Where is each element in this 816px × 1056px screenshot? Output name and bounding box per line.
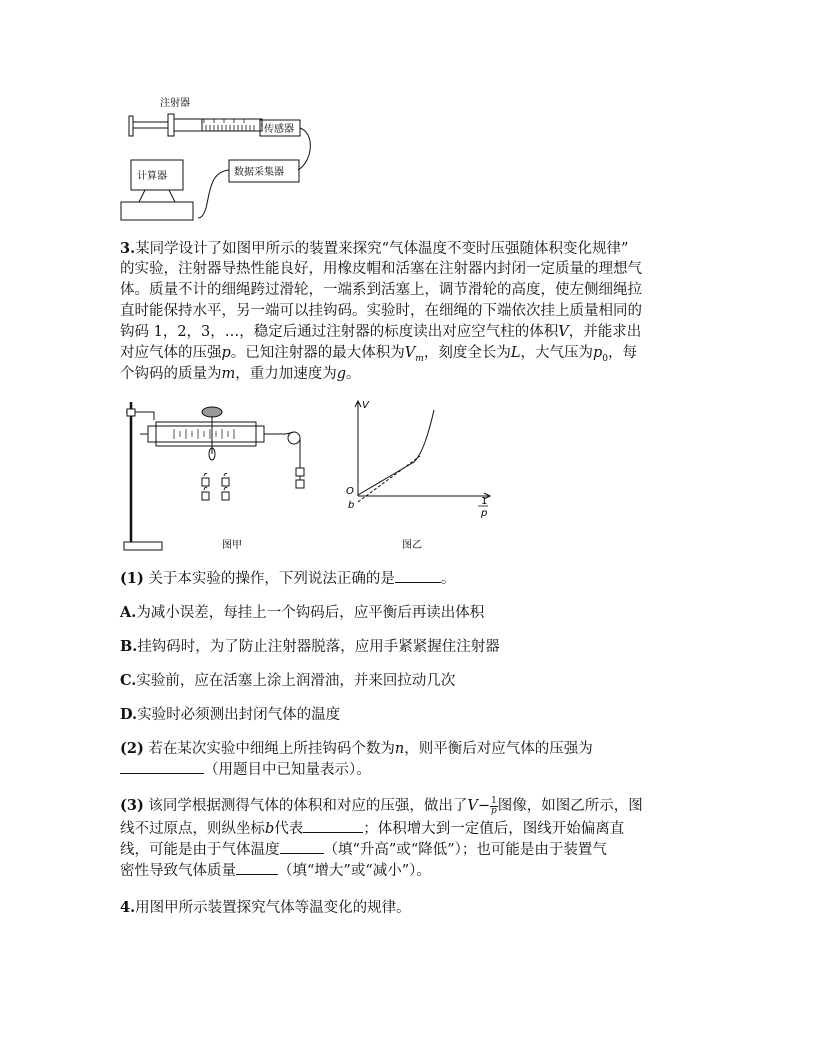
answer-blank-5[interactable]: [236, 860, 278, 875]
q3-stem-line-3: 体。质量不计的细绳跨过滑轮，一端系到活塞上，调节滑轮的高度，使左侧细绳拉: [120, 282, 642, 298]
q3-number: 3.: [120, 240, 136, 257]
graph-x-axis-den: p: [481, 508, 488, 519]
q3-stem-line-4: 直时能保持水平，另一端可以挂钩码。实验时，在细绳的下端依次挂上质量相同的: [120, 303, 642, 319]
graph-intercept-label: b: [348, 500, 355, 511]
collector-label: 数据采集器: [234, 167, 284, 178]
q3-stem-line-6: 对应气体的压强p。已知注射器的最大体积为$V_m$，刻度全长为L，大气压为$p_0$，每: [120, 345, 637, 364]
option-a: A.为减小误差，每挂上一个钩码后，应平衡后再读出体积: [120, 604, 485, 621]
option-b: B.挂钩码时，为了防止注射器脱落，应用手紧紧握住注射器: [120, 638, 500, 655]
answer-blank-3[interactable]: [303, 818, 363, 833]
computer-label: 计算器: [137, 171, 167, 182]
graph-x-axis-num: 1: [481, 496, 488, 507]
q3-part3-line-3: 线，可能是由于气体温度 （填“升高”或“降低”）；也可能是由于装置气: [120, 839, 700, 861]
v-inverse-p-graph-yi: [330, 396, 500, 556]
syringe-label: 注射器: [160, 98, 190, 109]
q3-stem-line-1: 3.某同学设计了如图甲所示的装置来探究“气体温度不变时压强随体积变化规律”: [120, 240, 629, 257]
q4-stem: 4.用图甲所示装置探究气体等温变化的规律。: [120, 899, 411, 916]
answer-blank-4[interactable]: [280, 839, 324, 854]
graph-origin-label: O: [346, 486, 354, 497]
q3-part3-line-2: 线不过原点，则纵坐标b代表 ；体积增大到一定值后，图线开始偏离直: [120, 818, 700, 840]
apparatus-diagram-jia: [118, 396, 318, 556]
q3-stem-line-7: 个钩码的质量为m，重力加速度为g。: [120, 366, 361, 382]
q3-part2-line-1: (2) 若在某次实验中细绳上所挂钩码个数为n，则平衡后对应气体的压强为: [120, 740, 593, 757]
option-c: C.实验前，应在活塞上涂上润滑油，并来回拉动几次: [120, 672, 456, 689]
q3-part3-line-4: 密性导致气体质量 （填“增大”或“减小”）。: [120, 860, 700, 882]
fig-yi-label: 图乙: [402, 540, 422, 551]
sensor-label: 传感器: [264, 124, 294, 135]
q3-stem-line-2: 的实验，注射器导热性能良好，用橡皮帽和活塞在注射器内封闭一定质量的理想气: [120, 261, 642, 277]
setup-diagram-sensor: [118, 92, 318, 224]
fig-jia-label: 图甲: [222, 540, 242, 551]
q3-part3-line-1: (3) 该同学根据测得气体的体积和对应的压强，做出了V− $\frac{1}{p}$ 图像，如图乙所示，图: [120, 795, 643, 816]
q3-stem-line-5: 钩码 1，2，3，…，稳定后通过注射器的标度读出对应空气柱的体积V，并能求出: [120, 324, 642, 340]
q3-part2-line-2: （用题目中已知量表示）。: [120, 759, 700, 781]
answer-blank-1[interactable]: [395, 568, 441, 583]
answer-blank-2[interactable]: [120, 759, 204, 774]
q3-part1: (1) 关于本实验的操作，下列说法正确的是 。: [120, 570, 456, 587]
graph-y-axis-label: V: [362, 400, 369, 411]
option-d: D.实验时必须测出封闭气体的温度: [120, 706, 341, 723]
